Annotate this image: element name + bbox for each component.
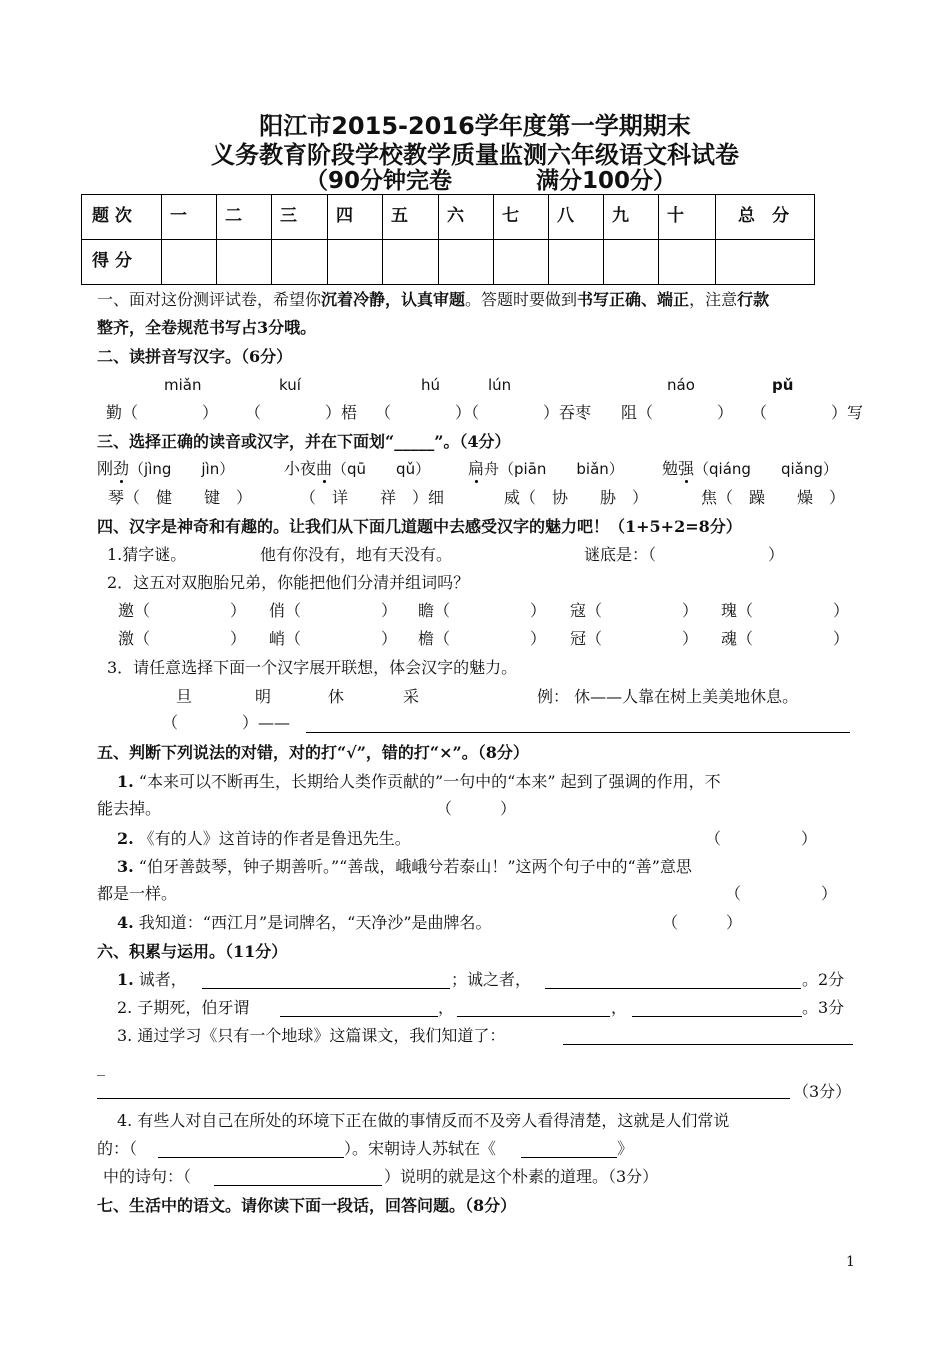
- reading-options: （qū qǔ）: [332, 460, 431, 478]
- q6-1-text-b: ；诚之者，: [451, 970, 532, 989]
- col-2: 二: [217, 195, 272, 240]
- pair-3-b: 檐（ ）: [418, 629, 547, 648]
- pinyin-1: miǎn: [164, 376, 202, 394]
- q6-3-text: 3. 通过学习《只有一个地球》这篇课文，我们知道了：: [117, 1026, 506, 1045]
- q6-3-score: （3分）: [793, 1082, 852, 1101]
- q6-1-num: 1.: [117, 970, 134, 989]
- q6-4-blank-3[interactable]: [214, 1185, 382, 1186]
- section-1-bold-1: 沉着冷静，认真审题: [321, 290, 466, 309]
- word-item-4: 阻（ ）: [621, 403, 734, 422]
- reading-prefix: 小夜: [284, 459, 317, 478]
- q4-1: 1.猜字谜。: [107, 545, 187, 564]
- q4-1-answer: 谜底是：（ ）: [584, 545, 785, 564]
- q5-3-text: “伯牙善鼓琴，钟子期善听。”“善哉，峨峨兮若泰山！”这两个句子中的“善”意思: [138, 857, 692, 876]
- q4-3-blank-label: （ ）——: [162, 713, 291, 732]
- section-5-title: 五、判断下列说法的对错，对的打“√”，错的打“×”。（8分）: [97, 743, 529, 762]
- pair-1-b: 激（ ）: [118, 629, 247, 648]
- score-cell[interactable]: [494, 240, 549, 285]
- q5-1-cont: 能去掉。: [97, 799, 162, 818]
- q5-4: [117, 913, 492, 932]
- pair-5-b: 魂（ ）: [721, 629, 850, 648]
- pair-1-a: 邀（ ）: [118, 601, 247, 620]
- q6-4-line-1: 4. 有些人对自己在所处的环境下正在做的事情反而不及旁人看得清楚，这就是人们常说: [117, 1111, 730, 1130]
- reading-options: 舟（piān biǎn）: [484, 460, 624, 478]
- q6-4-text-c2: ）说明的就是这个朴素的道理。（3分）: [384, 1167, 659, 1186]
- pair-2-a: 俏（ ）: [269, 601, 398, 620]
- word-item-2: （ ）梧: [245, 403, 358, 422]
- score-cell[interactable]: [549, 240, 604, 285]
- pinyin-5: náo: [667, 376, 695, 394]
- score-cell[interactable]: [217, 240, 272, 285]
- col-5: 五: [383, 195, 439, 240]
- section-1-bold-3: 行款: [737, 290, 770, 309]
- title-line-2: 义务教育阶段学校教学质量监测六年级语文科试卷: [211, 141, 739, 169]
- full-score: 满分100分）: [536, 168, 677, 194]
- q5-4-text: 我知道：“西江月”是词牌名，“天净沙”是曲牌名。: [138, 913, 492, 932]
- score-cell[interactable]: [162, 240, 217, 285]
- exam-duration: （90分钟完卷: [305, 168, 453, 194]
- q5-4-num: 4.: [117, 913, 134, 932]
- marked-char: 劲: [113, 459, 130, 478]
- section-1-bold-2: 书写正确、端正: [577, 290, 690, 309]
- word-item-3: （ ）（ ）吞枣: [375, 403, 592, 422]
- section-1-text: 一、面对这份测评试卷，希望你: [97, 290, 322, 309]
- q6-4-blank-2[interactable]: [521, 1157, 617, 1158]
- row-label-question: 题 次: [82, 195, 162, 240]
- q4-2: 2．这五对双胞胎兄弟，你能把他们分清并组词吗？: [107, 573, 470, 592]
- pinyin-3: hú: [421, 376, 441, 394]
- q5-1-num: 1.: [117, 772, 134, 791]
- score-cell[interactable]: [659, 240, 716, 285]
- row-label-score: 得 分: [82, 240, 162, 285]
- char-choice-3: 威（ 协 胁 ）: [504, 488, 649, 507]
- reading-item-3: [468, 459, 624, 478]
- q6-1-score: 。2分: [802, 970, 845, 989]
- word-item-5: （ ）写: [751, 403, 864, 422]
- q4-3: 3．请任意选择下面一个汉字展开联想，体会汉字的魅力。: [107, 658, 518, 677]
- q6-1-text-a: 诚者，: [138, 970, 187, 989]
- score-cell-total[interactable]: [716, 240, 815, 285]
- reading-item-1: [97, 459, 234, 478]
- q4-3-answer-line[interactable]: [306, 732, 850, 733]
- q6-2-blank-2[interactable]: [457, 1016, 610, 1017]
- q5-1: [117, 772, 721, 791]
- q5-3-num: 3.: [117, 857, 134, 876]
- q5-4-answer[interactable]: （ ）: [662, 913, 743, 932]
- title-line-1: 阳江市2015-2016学年度第一学期期末: [259, 112, 691, 140]
- q4-1-riddle: 他有你没有，地有天没有。: [260, 545, 453, 564]
- pair-5-a: 瑰（ ）: [721, 601, 850, 620]
- q5-1-text: “本来可以不断再生，长期给人类作贡献的”一句中的“本来” 起到了强调的作用，不: [138, 772, 721, 791]
- pinyin-6: pǔ: [772, 376, 794, 394]
- section-2-title: 二、读拼音写汉字。（6分）: [97, 347, 293, 366]
- q6-2-text: 2. 子期死，伯牙谓: [117, 998, 250, 1017]
- reading-prefix: 刚: [97, 459, 114, 478]
- score-cell[interactable]: [383, 240, 439, 285]
- section-1-text: ，注意: [689, 290, 738, 309]
- q5-1-answer[interactable]: （ ）: [436, 799, 517, 818]
- q6-2-score: 。3分: [802, 998, 845, 1017]
- pinyin-2: kuí: [279, 376, 301, 394]
- char-option-1: 旦: [176, 687, 193, 706]
- q6-4-blank-1[interactable]: [158, 1157, 344, 1158]
- char-option-2: 明: [255, 687, 272, 706]
- pair-3-a: 瞻（ ）: [418, 601, 547, 620]
- marked-char: 强: [678, 459, 695, 478]
- section-3-title: 三、选择正确的读音或汉字，并在下面划“_____”。（4分）: [97, 432, 511, 451]
- score-table: [81, 194, 815, 285]
- q5-3-cont: 都是一样。: [97, 884, 178, 903]
- col-9: 九: [604, 195, 659, 240]
- word-item-1: 勤（ ）: [106, 403, 219, 422]
- col-3: 三: [272, 195, 328, 240]
- pair-4-b: 冠（ ）: [570, 629, 699, 648]
- q6-3-blank-2[interactable]: [97, 1098, 790, 1099]
- reading-item-2: [284, 459, 430, 478]
- q6-4-text-b2: ）。宋朝诗人苏轼在《: [344, 1139, 497, 1158]
- pair-2-b: 峭（ ）: [269, 629, 398, 648]
- col-total: 总 分: [716, 195, 815, 240]
- q6-2-blank-1[interactable]: [280, 1016, 438, 1017]
- q6-1-blank-1[interactable]: [202, 988, 450, 989]
- reading-options: （qiáng qiǎng）: [694, 460, 838, 478]
- q6-2-comma-1: ，: [438, 998, 455, 1017]
- char-choice-1: 琴（ 健 键 ）: [108, 488, 253, 507]
- score-cell[interactable]: [604, 240, 659, 285]
- char-choice-4: 焦（ 躁 燥 ）: [701, 488, 846, 507]
- q5-3: [117, 857, 692, 876]
- char-choice-2: （ 详 祥 ）细: [300, 488, 445, 507]
- char-option-3: 休: [328, 687, 345, 706]
- q6-4-text-c1: 中的诗句：（: [103, 1167, 192, 1186]
- q5-2-num: 2.: [117, 829, 134, 848]
- col-7: 七: [494, 195, 549, 240]
- section-1-line-2: 整齐，全卷规范书写占3分哦。: [97, 318, 317, 337]
- score-cell[interactable]: [439, 240, 494, 285]
- char-option-4: 采: [403, 687, 420, 706]
- q5-3-answer[interactable]: （ ）: [725, 884, 838, 903]
- q6-2-blank-3[interactable]: [632, 1016, 802, 1017]
- section-1-text: 。答题时要做到: [465, 290, 578, 309]
- q5-2-answer[interactable]: （ ）: [705, 829, 818, 848]
- col-4: 四: [328, 195, 383, 240]
- col-1: 一: [162, 195, 217, 240]
- q5-2-text: 《有的人》这首诗的作者是鲁迅先生。: [138, 829, 411, 848]
- col-8: 八: [549, 195, 604, 240]
- marked-char: 曲: [316, 459, 333, 478]
- score-cell[interactable]: [272, 240, 328, 285]
- reading-prefix: 勉: [662, 459, 679, 478]
- q6-2-comma-2: ，: [611, 998, 628, 1017]
- col-6: 六: [439, 195, 494, 240]
- q4-3-example: 例： 休——人靠在树上美美地休息。: [537, 687, 799, 706]
- section-6-title: 六、积累与运用。（11分）: [97, 942, 288, 961]
- q5-2: [117, 829, 411, 848]
- q6-3-dash: _: [97, 1057, 105, 1076]
- q6-4-text-b3: 》: [617, 1139, 634, 1158]
- section-7-title: 七、生活中的语文。请你读下面一段话，回答问题。（8分）: [97, 1196, 517, 1215]
- marked-char: 扁: [468, 459, 485, 478]
- score-cell[interactable]: [328, 240, 383, 285]
- q6-1-blank-2[interactable]: [545, 988, 801, 989]
- reading-item-4: [662, 459, 838, 478]
- q6-1-label: [117, 970, 187, 989]
- section-4-title: 四、汉字是神奇和有趣的。让我们从下面几道题中去感受汉字的魅力吧！（1+5+2=8分）: [97, 517, 742, 536]
- q6-4-text-b1: 的：（: [97, 1139, 138, 1158]
- page-number: 1: [846, 1254, 855, 1270]
- pinyin-4: lún: [488, 376, 512, 394]
- reading-options: （jìng jìn）: [129, 460, 235, 478]
- pair-4-a: 寇（ ）: [570, 601, 699, 620]
- q6-3-blank-1[interactable]: [563, 1044, 853, 1045]
- section-1-line-1: [97, 290, 769, 309]
- col-10: 十: [659, 195, 716, 240]
- title-line-3: [305, 168, 676, 196]
